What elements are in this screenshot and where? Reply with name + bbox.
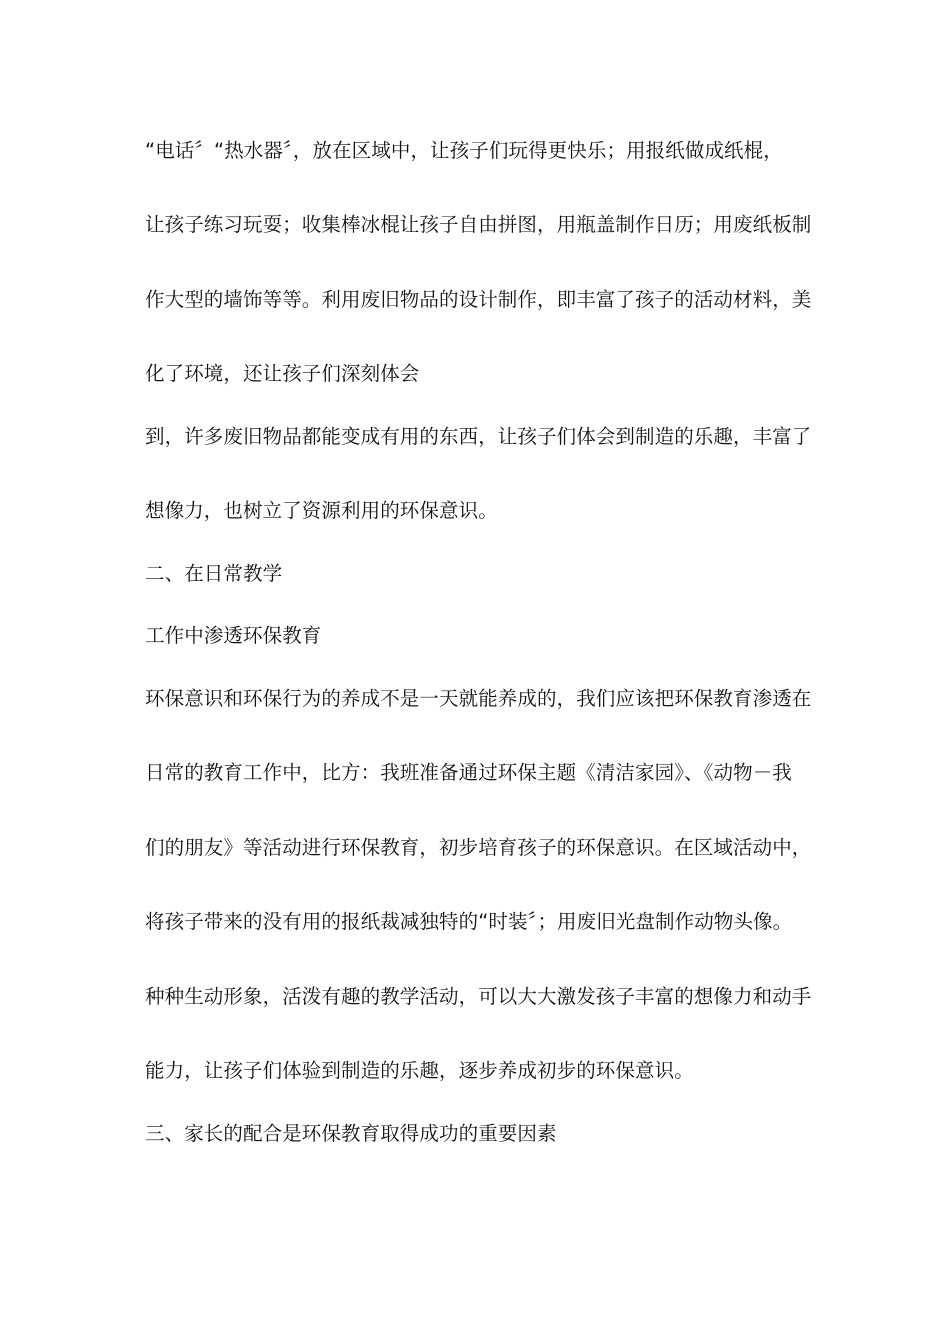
text-line: 能力，让孩子们体验到制造的乐趣，逐步养成初步的环保意识。 xyxy=(145,1059,694,1082)
text-line: 让孩子练习玩耍；收集棒冰棍让孩子自由拼图，用瓶盖制作日历；用废纸板制 xyxy=(145,213,812,236)
text-line: “电话〞“热水器〞，放在区域中，让孩子们玩得更快乐；用报纸做成纸棍， xyxy=(145,139,783,162)
text-line: 到，许多废旧物品都能变成有用的东西，让孩子们体会到制造的乐趣，丰富了 xyxy=(145,425,812,448)
text-line: 化了环境，还让孩子们深刻体会 xyxy=(145,362,420,385)
section-heading: 工作中渗透环保教育 xyxy=(145,624,322,647)
text-line: 日常的教育工作中，比方：我班准备通过环保主题《清洁家园》、《动物－我 xyxy=(145,761,792,784)
section-heading: 三、家长的配合是环保教育取得成功的重要因素 xyxy=(145,1122,557,1145)
text-line: 环保意识和环保行为的养成不是一天就能养成的，我们应该把环保教育渗透在 xyxy=(145,687,812,710)
text-line: 种种生动形象，活泼有趣的教学活动，可以大大激发孩子丰富的想像力和动手 xyxy=(145,985,812,1008)
text-line: 想像力，也树立了资源利用的环保意识。 xyxy=(145,499,498,522)
text-line: 作大型的墙饰等等。利用废旧物品的设计制作，即丰富了孩子的活动材料，美 xyxy=(145,288,812,311)
section-heading: 二、在日常教学 xyxy=(145,562,283,585)
text-line: 将孩子带来的没有用的报纸裁减独特的“时装〞；用废旧光盘制作动物头像。 xyxy=(145,910,793,933)
text-line: 们的朋友》等活动进行环保教育，初步培育孩子的环保意识。在区域活动中， xyxy=(145,836,812,859)
